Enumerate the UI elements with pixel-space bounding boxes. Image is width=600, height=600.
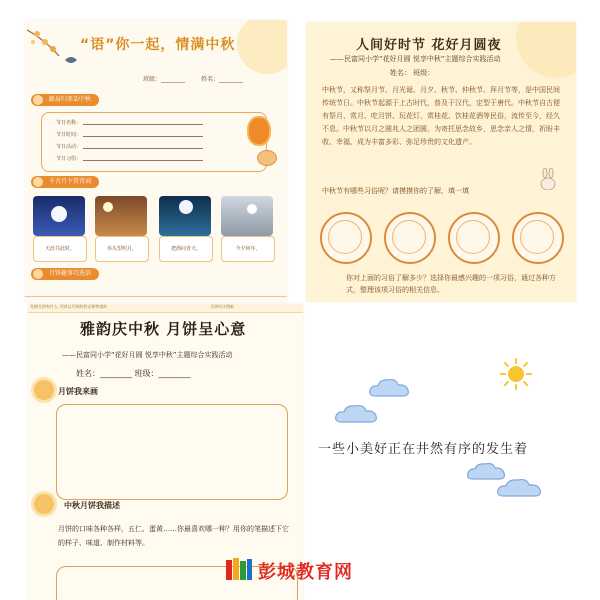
strip-text: 先钢月饼有什么 月饼以月饼的形式和特别的 [30, 304, 108, 309]
drawing-area[interactable] [56, 404, 288, 500]
moon-over-pavilion-image [159, 196, 211, 236]
worksheet-title: 雅韵庆中秋 月饼呈心意 [80, 320, 247, 338]
worksheet-title: “语”你一起，情满中秋 [80, 37, 236, 53]
mooncake-icon [257, 150, 277, 166]
festival-info-box [41, 112, 267, 172]
name-field: 姓名：________ [201, 76, 244, 83]
worksheet-subtitle: ——民富同小学“花好月圆 悦享中秋”主题综合实践活动 [62, 351, 233, 359]
moon-decoration [516, 22, 576, 78]
intro-paragraph: 中秋节，又称祭月节、月光诞、月夕、秋节、仲秋节、拜月节等，是中国民间传统节日。中秋节起源于上古时代，普及于汉代，定型于唐代。中秋节自古便有祭月、赏月、吃月饼、玩花灯、赏桂花、饮桂花酒等民俗，流传至今，经久不息。中秋节以月之圆兆人之团圆，为寄托思念故乡，思念亲人之情，祈盼丰收、幸福，成为丰富多彩、弥足珍贵的文化遗产。 [322, 86, 560, 146]
poem-card: 举头望明月， [95, 236, 149, 262]
poem-card: 今夕何年。 [221, 236, 275, 262]
previous-page-strip [28, 304, 303, 313]
lantern-icon [247, 116, 271, 146]
books-logo-icon [224, 556, 254, 582]
field-festival-time: 节日时间： [56, 131, 203, 138]
handwritten-caption: 一些小美好正在井然有序的发生着 [318, 442, 529, 457]
custom-answer-circle[interactable] [384, 212, 436, 264]
sun-icon [500, 358, 532, 390]
cloud-icon [368, 376, 412, 400]
lantern-icon [33, 95, 43, 105]
class-field: 班级：________ [143, 76, 186, 83]
figure-on-terrace-image [221, 196, 273, 236]
field-festival-activity: 节日活动： [56, 143, 203, 150]
task-instructions: 你对上面的习俗了解多少？选择你最感兴趣的一项习俗，通过各种方式，整理该项习俗的相关信息。 [346, 274, 556, 294]
section-heading-describe: 中秋月饼我描述 [64, 501, 120, 510]
field-festival-custom: 节日习俗： [56, 155, 203, 162]
describe-instructions: 月饼的口味各种各样，五仁、蛋黄……你最喜欢哪一种？用你的笔描述下它的样子、味道、制作材料等。 [58, 525, 289, 547]
section-tag-poems: 千古月下赏诗词 [31, 176, 99, 188]
worksheet-mid-autumn-poetry [25, 20, 287, 302]
custom-answer-circle[interactable] [320, 212, 372, 264]
custom-answer-circle[interactable] [512, 212, 564, 264]
mooncake-icon [33, 269, 43, 279]
worksheet-mooncake-design [28, 304, 303, 600]
name-class-line: 姓名：________ 班级：________ [76, 369, 191, 378]
section-heading-draw: 月饼我来画 [58, 387, 98, 396]
divider [25, 296, 287, 302]
site-logo-text: 彭城教育网 [258, 562, 353, 583]
worksheet-mid-autumn-customs [306, 22, 576, 302]
rabbit-icon [538, 168, 558, 190]
custom-answer-circle[interactable] [448, 212, 500, 264]
sun-icon [34, 494, 54, 514]
section-tag-festival-info: 路肩归来话中秋 [31, 94, 99, 106]
moon-decoration [237, 20, 287, 74]
strip-text: 月饼设计图纸 [210, 304, 234, 309]
poet-by-window-image [95, 196, 147, 236]
osmanthus-branch-icon [25, 20, 85, 70]
section-tag-mooncake: 月饼趣事巧选信 [31, 268, 99, 280]
mooncake-icon [34, 380, 54, 400]
cloud-icon [496, 476, 544, 500]
worksheet-title: 人间好时节 花好月圆夜 [356, 38, 502, 53]
poem-card: 把酒问青天。 [159, 236, 213, 262]
moon-over-sea-image [33, 196, 85, 236]
field-festival-name: 节日名称： [56, 119, 203, 126]
name-class-line: 姓名： 班级： [390, 69, 435, 77]
poem-card: 天涯共此时。 [33, 236, 87, 262]
question-text: 中秋节有哪些习俗呢？请摸摸你的了解，填一填 [322, 187, 469, 195]
moon-icon [33, 177, 43, 187]
worksheet-subtitle: ——民富同小学“花好月圆 悦享中秋”主题综合实践活动 [330, 55, 501, 63]
cloud-icon [334, 402, 380, 426]
